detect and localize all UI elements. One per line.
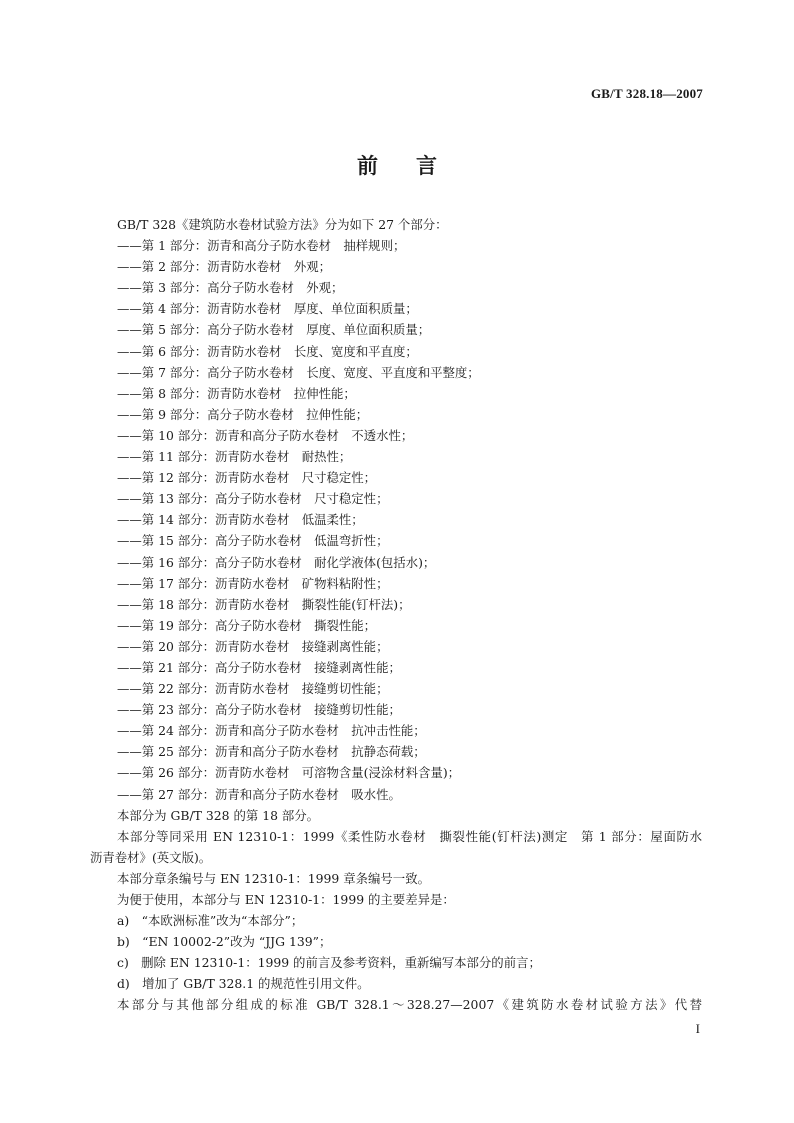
list-item: ——第 7 部分：高分子防水卷材 长度、宽度、平直度和平整度； [117, 364, 480, 380]
list-item: d) 增加了 GB/T 328.1 的规范性引用文件。 [117, 976, 370, 992]
list-item: ——第 18 部分：沥青防水卷材 撕裂性能(钉杆法)； [117, 596, 411, 612]
list-item: ——第 25 部分：沥青和高分子防水卷材 抗静态荷载； [117, 744, 426, 760]
list-item: a) “本欧洲标准”改为“本部分”； [117, 913, 304, 929]
list-item: b) “EN 10002-2”改为 “JJG 139”； [117, 934, 332, 950]
list-item: ——第 9 部分：高分子防水卷材 拉伸性能； [117, 406, 369, 422]
numbering-paragraph: 本部分章条编号与 EN 12310-1：1999 章条编号一致。 [117, 870, 430, 886]
list-item: ——第 21 部分：高分子防水卷材 接缝剥离性能； [117, 659, 401, 675]
standard-code: GB/T 328.18—2007 [590, 86, 703, 101]
list-item: ——第 19 部分：高分子防水卷材 撕裂性能； [117, 617, 377, 633]
list-item: ——第 17 部分：沥青防水卷材 矿物料粘附性； [117, 575, 389, 591]
list-item: ——第 5 部分：高分子防水卷材 厚度、单位面积质量； [117, 322, 431, 338]
differences-intro: 为便于使用，本部分与 EN 12310-1：1999 的主要差异是： [117, 892, 455, 907]
list-item: ——第 14 部分：沥青防水卷材 低温柔性； [117, 512, 364, 528]
page-title: 前言 [357, 154, 475, 178]
part-of-paragraph: 本部分为 GB/T 328 的第 18 部分。 [117, 807, 320, 823]
list-item: c) 删除 EN 12310-1：1999 的前言及参考资料，重新编写本部分的前言； [117, 955, 541, 971]
intro-paragraph: GB/T 328《建筑防水卷材试验方法》分为如下 27 个部分： [117, 217, 448, 232]
list-item: ——第 12 部分：沥青防水卷材 尺寸稳定性； [117, 470, 377, 486]
list-item: ——第 27 部分：沥青和高分子防水卷材 吸水性。 [117, 786, 401, 802]
list-item: ——第 16 部分：高分子防水卷材 耐化学液体(包括水)； [117, 554, 436, 570]
list-item: ——第 8 部分：沥青防水卷材 拉伸性能； [117, 385, 356, 401]
list-item: ——第 24 部分：沥青和高分子防水卷材 抗冲击性能； [117, 723, 426, 739]
list-item: ——第 6 部分：沥青防水卷材 长度、宽度和平直度； [117, 343, 418, 359]
list-item: ——第 23 部分：高分子防水卷材 接缝剪切性能； [117, 702, 401, 718]
equivalent-paragraph-line1: 本部分等同采用 EN 12310-1：1999《柔性防水卷材 撕裂性能(钉杆法)测定 第 1 部分：屋面防水 [117, 828, 702, 844]
document-body [90, 214, 702, 1016]
list-item: ——第 3 部分：高分子防水卷材 外观； [117, 280, 344, 296]
parts-list [90, 235, 702, 805]
list-item: ——第 10 部分：沥青和高分子防水卷材 不透水性； [117, 427, 414, 443]
page-number: I [695, 1021, 700, 1036]
list-item: ——第 15 部分：高分子防水卷材 低温弯折性； [117, 533, 389, 549]
differences-list [90, 910, 702, 994]
closing-paragraph: 本部分与其他部分组成的标准 GB/T 328.1～328.27—2007《建筑防水卷材试验方法》代替 [117, 997, 702, 1013]
equivalent-paragraph-line2: 沥青卷材》(英文版)。 [90, 849, 212, 865]
list-item: ——第 2 部分：沥青防水卷材 外观； [117, 259, 332, 275]
list-item: ——第 20 部分：沥青防水卷材 接缝剥离性能； [117, 638, 389, 654]
list-item: ——第 1 部分：沥青和高分子防水卷材 抽样规则； [117, 238, 406, 254]
list-item: ——第 26 部分：沥青防水卷材 可溶物含量(浸涂材料含量)； [117, 765, 461, 781]
list-item: ——第 22 部分：沥青防水卷材 接缝剪切性能； [117, 681, 389, 697]
list-item: ——第 11 部分：沥青防水卷材 耐热性； [117, 449, 352, 465]
list-item: ——第 4 部分：沥青防水卷材 厚度、单位面积质量； [117, 301, 418, 317]
list-item: ——第 13 部分：高分子防水卷材 尺寸稳定性； [117, 491, 389, 507]
